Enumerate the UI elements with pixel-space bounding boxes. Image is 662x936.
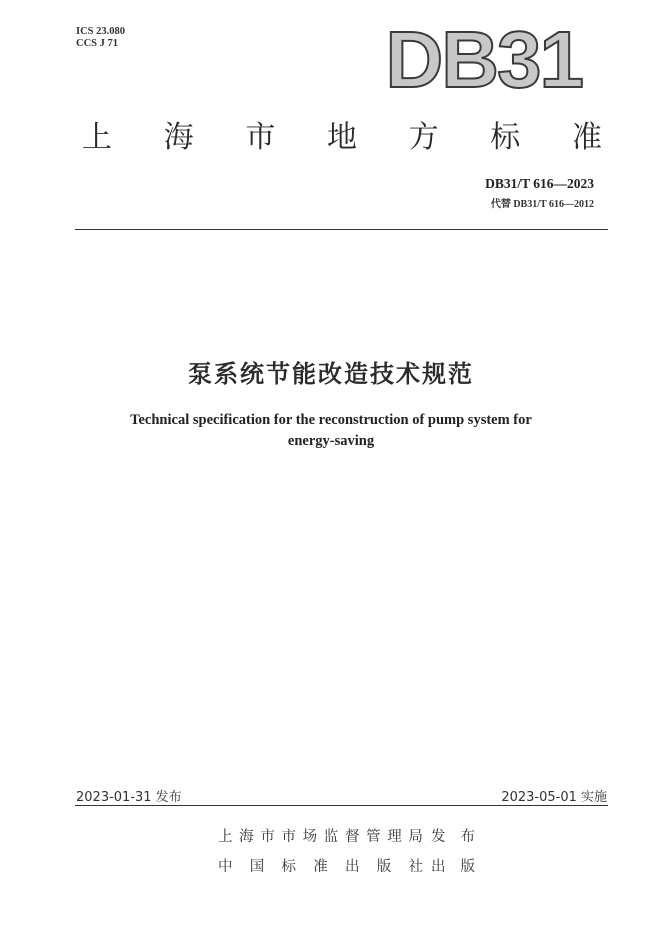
- org-char: 督: [344, 829, 360, 845]
- issue-date: 2023-01-31 发布: [76, 790, 182, 805]
- category-char: 准: [571, 120, 602, 155]
- replaces-note: 代替 DB31/T 616—2012: [490, 199, 594, 210]
- org-char: 准: [313, 859, 328, 875]
- publisher-row: [218, 822, 475, 852]
- org-char: 中: [218, 859, 233, 875]
- chinese-title: 泵系统节能改造技术规范: [188, 360, 474, 388]
- publisher-role: [431, 852, 475, 882]
- org-char: 管: [366, 829, 381, 845]
- implement-date: 2023-05-01 实施: [501, 790, 607, 805]
- role-char: 版: [460, 859, 475, 875]
- role-char: 出: [431, 859, 446, 875]
- standard-number-block: [485, 176, 594, 210]
- org-char: 社: [408, 859, 423, 875]
- org-char: 理: [387, 829, 402, 845]
- category-char: 上: [82, 120, 112, 155]
- org-char: 海: [239, 829, 254, 845]
- role-char: 布: [460, 829, 475, 845]
- publishers-block: [218, 822, 475, 882]
- publisher-org: [218, 852, 423, 882]
- standard-number: DB31/T 616—2023: [485, 176, 594, 191]
- bottom-divider: [75, 805, 608, 806]
- publisher-role: [431, 822, 475, 852]
- org-char: 市: [281, 829, 296, 845]
- category-char: 地: [326, 120, 357, 155]
- org-char: 监: [323, 829, 339, 845]
- classification-codes: [76, 26, 125, 50]
- role-char: 发: [431, 829, 446, 845]
- org-char: 版: [376, 859, 392, 875]
- category-char: 方: [408, 120, 439, 155]
- category-char: 海: [163, 120, 194, 155]
- org-char: 场: [302, 829, 318, 845]
- english-title-line: energy-saving: [287, 433, 375, 449]
- org-char: 国: [249, 859, 265, 875]
- org-char: 标: [281, 859, 296, 875]
- org-char: 出: [345, 859, 360, 875]
- db31-logo: DB31: [385, 15, 582, 104]
- english-title-line: Technical specification for the reconstruction of pump system for: [130, 412, 532, 428]
- top-divider: [75, 229, 608, 230]
- org-char: 上: [218, 829, 233, 845]
- publisher-org: [218, 822, 423, 852]
- publisher-row: [218, 852, 475, 882]
- ics-code: ICS 23.080: [76, 26, 126, 37]
- english-title: [90, 410, 572, 452]
- standard-category-title: [82, 118, 602, 158]
- category-char: 标: [490, 120, 521, 155]
- ccs-code: CCS J 71: [76, 38, 119, 49]
- category-char: 市: [245, 120, 276, 155]
- org-char: 市: [260, 829, 275, 845]
- org-char: 局: [408, 829, 423, 845]
